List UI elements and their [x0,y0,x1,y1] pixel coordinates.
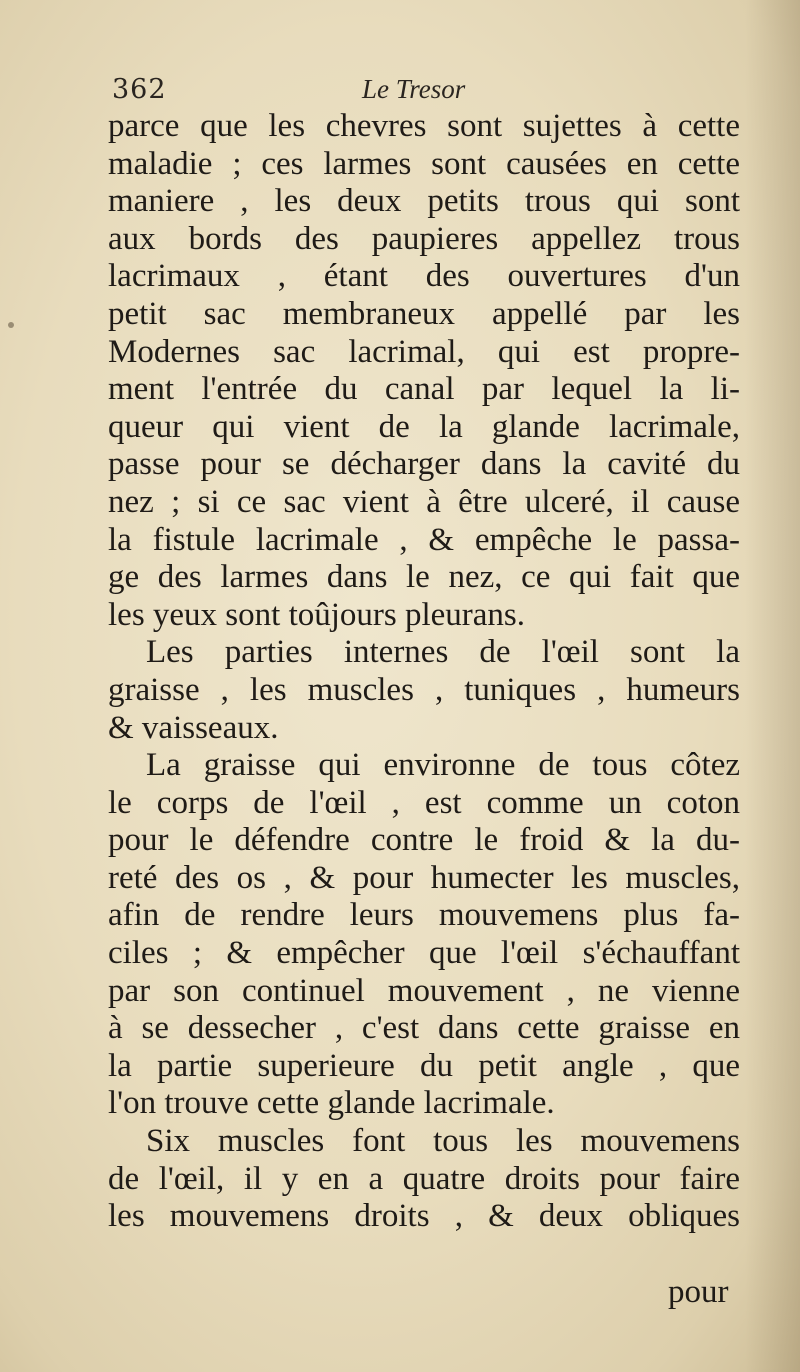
text-line: & vaisseaux. [108,709,279,746]
margin-dot [8,322,14,328]
text-line: graisse , les muscles , tuniques , humeurs [108,671,740,708]
text-line: l'on trouve cette glande lacrimale. [108,1085,555,1122]
text-line: le corps de l'œil , est comme un coton [108,784,740,821]
text-line: de l'œil, il y en a quatre droits pour faire [108,1160,740,1197]
text-line: parce que les chevres sont sujettes à cette [108,108,740,144]
text-line: aux bords des paupieres appellez trous [108,220,740,257]
page-edge-shadow [745,0,800,1372]
text-line: Modernes sac lacrimal, qui est propre- [108,333,740,370]
text-line: la fistule lacrimale , & empêche le passa- [108,521,740,558]
text-line: Six muscles font tous les mouvemens [146,1123,740,1160]
text-line: Les parties internes de l'œil sont la [146,634,740,671]
text-line: petit sac membraneux appellé par les [108,295,740,332]
text-line: pour le défendre contre le froid & la du- [108,822,740,859]
text-line: la partie superieure du petit angle , que [108,1047,740,1084]
text-line: passe pour se décharger dans la cavité du [108,446,740,483]
text-line: les yeux sont toûjours pleurans. [108,596,526,633]
text-line: à se dessecher , c'est dans cette graisse en [108,1010,740,1047]
text-line: ciles ; & empêcher que l'œil s'échauffant [108,935,740,972]
text-line: par son continuel mouvement , ne vienne [108,972,740,1009]
text-line: La graisse qui environne de tous côtez [146,747,740,784]
running-head [112,74,752,108]
body-text [108,108,740,1236]
text-line: les mouvemens droits , & deux obliques [108,1198,740,1235]
text-line: reté des os , & pour humecter les muscles, [108,859,740,896]
page-number: 362 [112,74,167,105]
text-line: lacrimaux , étant des ouvertures d'un [108,258,740,295]
text-line: maladie ; ces larmes sont causées en cette [108,145,740,182]
text-line: nez ; si ce sac vient à être ulceré, il cause [108,483,740,520]
text-line: maniere , les deux petits trous qui sont [108,183,740,220]
catchword: pour [668,1274,729,1310]
text-line: ge des larmes dans le nez, ce qui fait que [108,559,740,596]
running-title: Le Tresor [362,74,466,104]
text-line: afin de rendre leurs mouvemens plus fa- [108,897,740,934]
text-line: ment l'entrée du canal par lequel la li- [108,371,740,408]
text-line: queur qui vient de la glande lacrimale, [108,408,740,445]
